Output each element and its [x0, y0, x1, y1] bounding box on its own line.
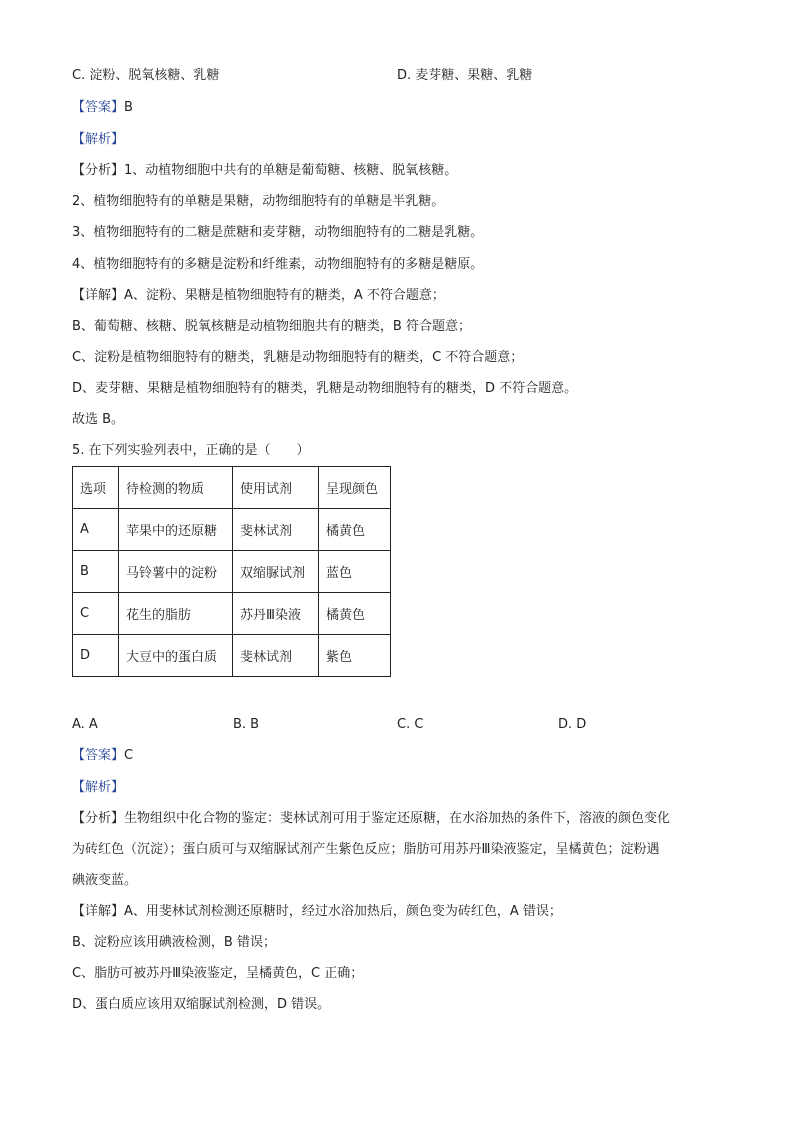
table-cell: 橘黄色 [319, 509, 391, 551]
detail-line-3: C、淀粉是植物细胞特有的糖类，乳糖是动物细胞特有的糖类，C 不符合题意； [72, 350, 524, 365]
option-d: D. 麦芽糖、果糖、乳糖 [397, 68, 533, 83]
table-cell: 橘黄色 [319, 593, 391, 635]
table-cell: 苹果中的还原糖 [119, 509, 233, 551]
q5-fenxi-line-2: 为砖红色（沉淀）；蛋白质可与双缩脲试剂产生紫色反应；脂肪可用苏丹Ⅲ染液鉴定，呈橘黄色；淀粉遇 [72, 842, 660, 857]
table-row [73, 593, 391, 635]
table-cell: C [73, 593, 119, 635]
table-cell: 苏丹Ⅲ染液 [233, 593, 319, 635]
fenxi-tag: 【分析】 [72, 811, 125, 826]
detail-line-2: B、葡萄糖、核糖、脱氧核糖是动植物细胞共有的糖类，B 符合题意； [72, 319, 471, 334]
q5-detail-line-3: C、脂肪可被苏丹Ⅲ染液鉴定，呈橘黄色，C 正确； [72, 966, 364, 981]
table-header-row [73, 467, 391, 509]
fenxi-line-3: 3、植物细胞特有的二糖是蔗糖和麦芽糖，动物细胞特有的二糖是乳糖。 [72, 225, 484, 240]
q5-option-b: B. B [233, 717, 260, 732]
answer-value: C [124, 748, 134, 763]
answer-tag: 【答案】 [72, 100, 125, 115]
table-cell: 斐林试剂 [233, 509, 319, 551]
q5-answer-line [72, 747, 133, 765]
q5-detail-line-1 [72, 903, 562, 921]
table-cell: A [73, 509, 119, 551]
table-cell: 蓝色 [319, 551, 391, 593]
fenxi-line-2: 2、植物细胞特有的单糖是果糖，动物细胞特有的单糖是半乳糖。 [72, 194, 445, 209]
q5-option-d: D. D [558, 717, 587, 732]
fenxi-tag: 【分析】 [72, 163, 125, 178]
fenxi-text: 1、动植物细胞中共有的单糖是葡萄糖、核糖、脱氧核糖。 [124, 163, 458, 178]
table-cell: 斐林试剂 [233, 635, 319, 677]
answer-line [72, 99, 133, 117]
detail-line-1 [72, 287, 445, 305]
q5-option-a: A. A [72, 717, 98, 732]
detail-text: A、淀粉、果糖是植物细胞特有的糖类，A 不符合题意； [124, 288, 445, 303]
table-header: 呈现颜色 [319, 467, 391, 509]
q5-fenxi-line-1 [72, 810, 670, 828]
experiment-table [72, 466, 391, 677]
detail-text: A、用斐林试剂检测还原糖时，经过水浴加热后，颜色变为砖红色，A 错误； [124, 904, 562, 919]
question-5-stem: 5. 在下列实验列表中，正确的是（ ） [72, 443, 310, 458]
answer-value: B [124, 100, 133, 115]
table-cell: 花生的脂肪 [119, 593, 233, 635]
q5-fenxi-line-3: 碘液变蓝。 [72, 873, 138, 888]
detail-line-4: D、麦芽糖、果糖是植物细胞特有的糖类，乳糖是动物细胞特有的糖类，D 不符合题意。 [72, 381, 578, 396]
table-cell: D [73, 635, 119, 677]
q5-analysis-tag: 【解析】 [72, 780, 125, 795]
table-row [73, 635, 391, 677]
q5-detail-line-4: D、蛋白质应该用双缩脲试剂检测，D 错误。 [72, 997, 331, 1012]
table-cell: 大豆中的蛋白质 [119, 635, 233, 677]
table-header: 使用试剂 [233, 467, 319, 509]
answer-tag: 【答案】 [72, 748, 125, 763]
table-header: 待检测的物质 [119, 467, 233, 509]
table-cell: B [73, 551, 119, 593]
table-row [73, 551, 391, 593]
table-cell: 马铃薯中的淀粉 [119, 551, 233, 593]
q5-option-c: C. C [397, 717, 424, 732]
fenxi-text: 生物组织中化合物的鉴定：斐林试剂可用于鉴定还原糖，在水浴加热的条件下，溶液的颜色变化 [124, 811, 671, 826]
analysis-tag: 【解析】 [72, 132, 125, 147]
detail-tag: 【详解】 [72, 904, 125, 919]
detail-tag: 【详解】 [72, 288, 125, 303]
table-header: 选项 [73, 467, 119, 509]
table-row [73, 509, 391, 551]
conclusion: 故选 B。 [72, 412, 125, 427]
q5-detail-line-2: B、淀粉应该用碘液检测，B 错误； [72, 935, 276, 950]
table-cell: 双缩脲试剂 [233, 551, 319, 593]
table-cell: 紫色 [319, 635, 391, 677]
fenxi-line-4: 4、植物细胞特有的多糖是淀粉和纤维素，动物细胞特有的多糖是糖原。 [72, 257, 484, 272]
option-c: C. 淀粉、脱氧核糖、乳糖 [72, 68, 220, 83]
fenxi-line-1 [72, 162, 457, 180]
